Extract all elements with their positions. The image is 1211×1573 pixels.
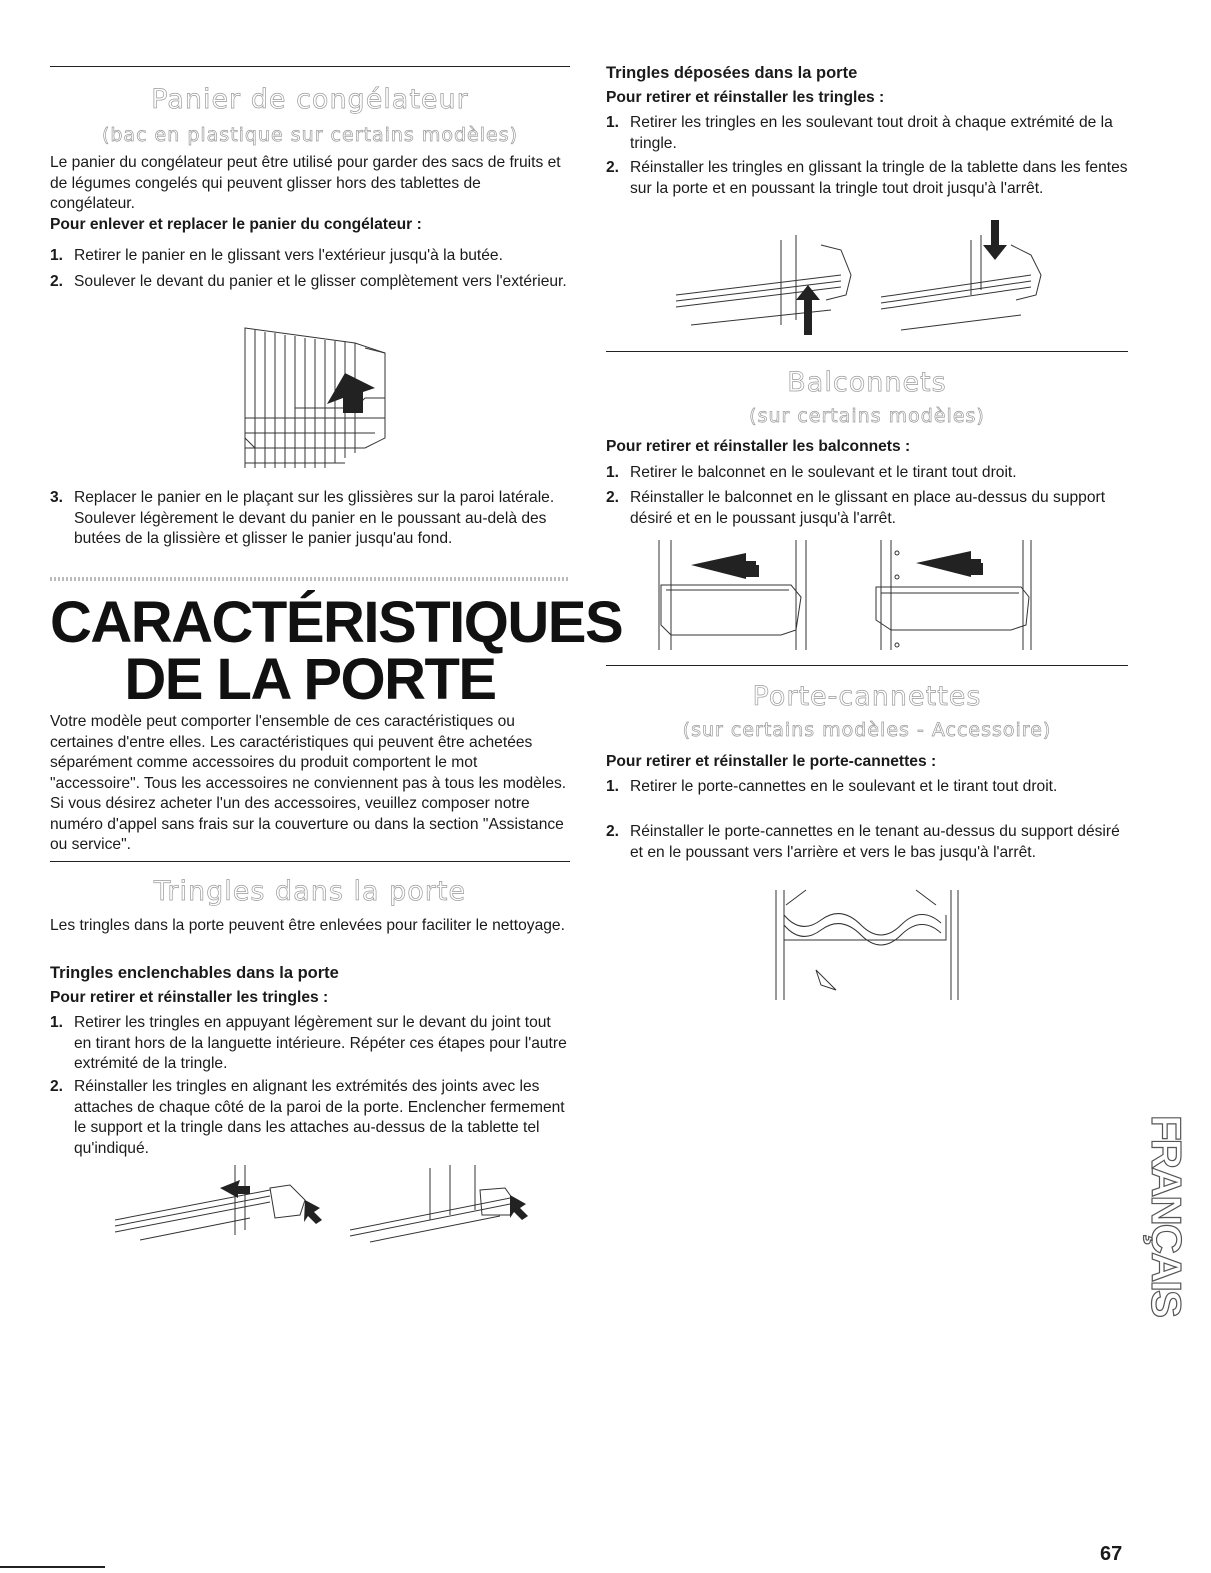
footer-rule [0,1566,105,1568]
list-item: 1. Retirer le panier en le glissant vers l'extérieur jusqu'à la butée. [50,247,503,264]
snap-rails-heading: Pour retirer et réinstaller les tringles : [50,989,329,1006]
balconnets-heading: Pour retirer et réinstaller les balconnets : [606,438,911,455]
page-number: 67 [1100,1543,1123,1565]
section-rule [50,861,570,862]
can-rack-title: Porte-cannettes [752,681,982,712]
can-rack-heading: Pour retirer et réinstaller le porte-cannettes : [606,753,937,770]
freezer-basket-illustration [235,318,395,478]
list-item: 1. Retirer les tringles en appuyant légèrement sur le devant du joint tout en tirant hors de la languette intérieure. Répéter ces étapes pour l'autre extrémité de la tringle. [50,1014,567,1072]
list-item: 2. Réinstaller le porte-cannettes en le tenant au-dessus du support désiré et en le poussant vers l'arrière et vers le bas jusqu'à l'arrêt. [606,823,1120,861]
door-features-intro: Votre modèle peut comporter l'ensemble de ces caractéristiques ou certaines d'entre elles. Les caractéristiques qui peuvent être achetées séparément comme accessoires du produit comportent le mot "accessoire". Tous les accessoires ne conviennent pas à tous les modèles. Si vous désirez acheter l'un des accessoires, veuillez composer notre numéro d'appel sans frais sur la couverture ou dans la section "Assistance ou service". [50,713,567,853]
language-side-tab: FRANÇAIS [1143,1114,1190,1316]
list-item: 2. Réinstaller le balconnet en le glissant en place au-dessus du support désiré et en le poussant jusqu'à l'arrêt. [606,489,1106,527]
door-features-title-line2: DE LA PORTE [124,647,496,712]
section-rule [606,665,1128,666]
door-rails-title: Tringles dans la porte [153,876,467,907]
snap-rails-subheading: Tringles enclenchables dans la porte [50,964,339,982]
freezer-basket-title: Panier de congélateur [151,84,469,115]
dotted-divider [50,577,570,581]
door-rails-intro: Les tringles dans la porte peuvent être enlevées pour faciliter le nettoyage. [50,917,565,934]
freezer-basket-heading: Pour enlever et replacer le panier du congélateur : [50,216,422,233]
list-item: 3. Replacer le panier en le plaçant sur les glissières sur la paroi latérale. Soulever légèrement le devant du panier en le poussant au-delà des butées de la glissière et glisser le panier jusqu'au fond. [50,489,555,547]
freezer-basket-intro: Le panier du congélateur peut être utilisé pour garder des sacs de fruits et de légumes congelés qui peuvent glisser hors des tablettes de congélateur. [50,154,561,212]
list-item: 1. Retirer le balconnet en le soulevant et le tirant tout droit. [606,464,1017,481]
snap-rails-illustration [110,1160,530,1245]
dropin-rails-heading: Pour retirer et réinstaller les tringles : [606,89,885,106]
door-features-title-line1: CARACTÉRISTIQUES [50,590,623,655]
dropin-rails-subheading: Tringles déposées dans la porte [606,64,858,82]
list-item: 2. Réinstaller les tringles en alignant les extrémités des joints avec les attaches de chaque côté de la paroi de la porte. Enclencher fermement le support et la tringle dans les attaches au-dessus de la tablette tel qu'indiqué. [50,1078,565,1157]
list-item: 1. Retirer le porte-cannettes en le soulevant et le tirant tout droit. [606,778,1058,795]
can-rack-subtitle: (sur certains modèles - Accessoire) [682,719,1052,741]
list-item: 2. Soulever le devant du panier et le glisser complètement vers l'extérieur. [50,273,567,290]
section-rule [50,66,570,67]
section-rule [606,351,1128,352]
balconnets-illustration [651,535,1041,655]
balconnets-title: Balconnets [787,367,947,398]
list-item: 2. Réinstaller les tringles en glissant la tringle de la tablette dans les fentes sur la porte et en poussant la tringle tout droit jusqu'à l'arrêt. [606,159,1128,197]
list-item: 1. Retirer les tringles en les soulevant tout droit à chaque extrémité de la tringle. [606,114,1113,152]
dropin-rails-illustration [671,215,1051,345]
can-rack-illustration [766,885,966,1005]
freezer-basket-subtitle: (bac en plastique sur certains modèles) [101,124,519,146]
balconnets-subtitle: (sur certains modèles) [749,405,985,427]
